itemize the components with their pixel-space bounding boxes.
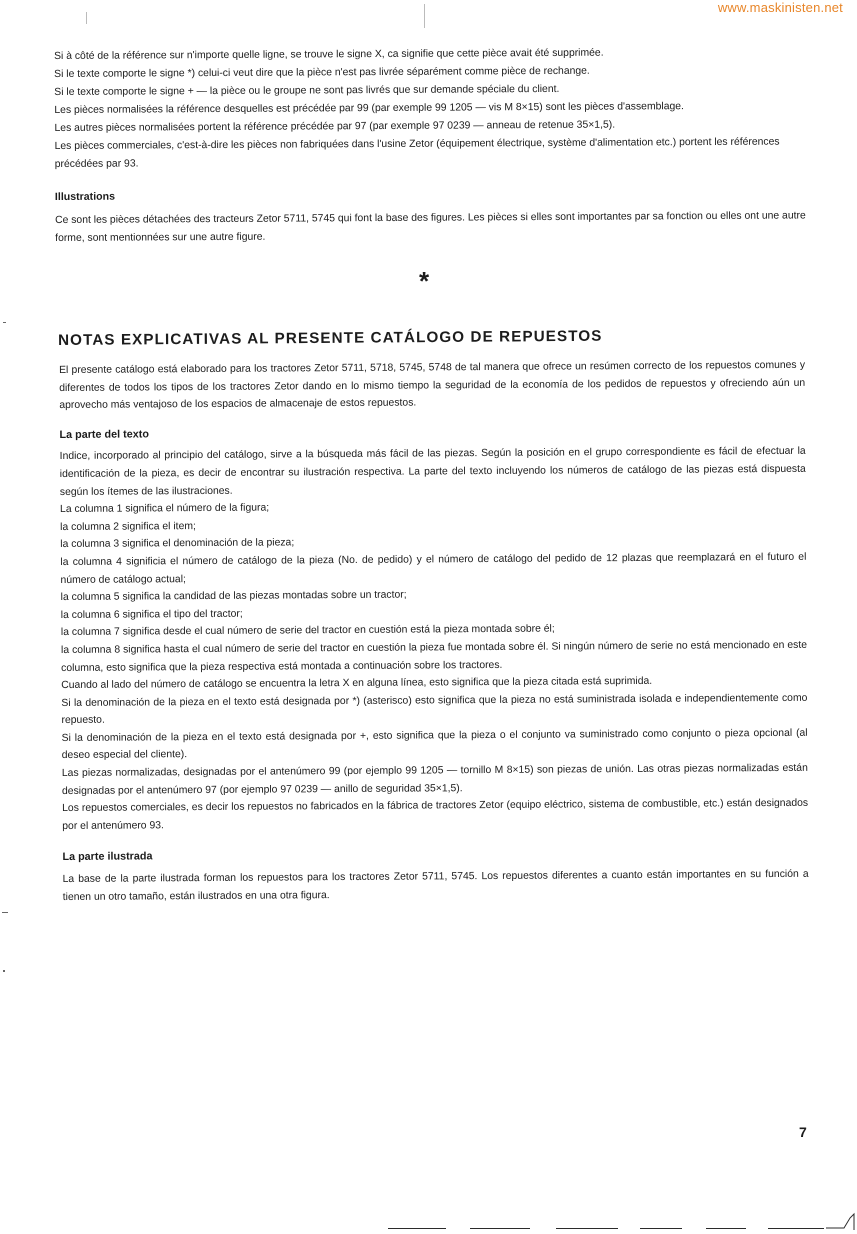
french-paragraph: Les pièces commerciales, c'est-à-dire les pièces non fabriquées dans l'usine Zetor (équipement électrique, système d'alimentation etc.) portent les références précédées par 93. <box>54 136 780 170</box>
spanish-intro-paragraph: El presente catálogo está elaborado para los tractores Zetor 5711, 5718, 5745, 5748 de tal manera que ofrece un resúmen correcto de los repuestos comunes y diferentes de todos los tipos de los tractores Zetor dando en lo mismo tiempo la seguridad de la economía de los pedidos de repuestos y ofreciendo aún un aprovecho más ventajoso de los espacios de almacenaje de estos repuestos. <box>59 359 806 412</box>
french-paragraph: Si le texte comporte le signe + — la pièce ou le groupe ne sont pas livrés que sur demande spéciale du client. <box>54 83 560 98</box>
french-paragraph: Les pièces normalisées la référence desquelles est précédée par 99 (par exemple 99 1205 — vis M 8×15) sont les pièces d'assemblage. <box>54 101 684 116</box>
french-paragraph: Si à côté de la référence sur n'importe quelle ligne, se trouve le signe X, ca signifie que cette pièce avait été supprimée. <box>54 47 604 62</box>
column-description: la columna 5 significa la candidad de las piezas montadas sobre un tractor; <box>60 589 407 604</box>
column-description: la columna 8 significa hasta el cual número de serie del tractor en cuestión la pieza fue montada sobre él. Si ningún número de serie no está mencionado en este columna, esto significa que la pieza respectiva está montada a continuación sobre los tractores. <box>60 639 808 674</box>
footer-rule-segment <box>556 1228 618 1229</box>
footer-rule-segment <box>388 1228 446 1229</box>
spanish-notes-title: NOTAS EXPLICATIVAS AL PRESENTE CATÁLOGO DE REPUESTOS <box>58 327 603 350</box>
column-description: la columna 4 significia el número de catálogo de la pieza (No. de pedido) y el número de catálogo del pedido de 12 plazas que reemplazará en el futuro el número de catálogo actual; <box>60 551 807 586</box>
scan-speck <box>2 912 8 913</box>
illustrated-part-paragraph: La base de la parte ilustrada forman los repuestos para los tractores Zetor 5711, 5745. Los repuestos diferentes a cuanto están importantes en su función a tienen un otro tamaño, están ilustrados en una otra figura. <box>62 868 809 903</box>
site-watermark: www.maskinisten.net <box>717 0 843 15</box>
column-description: la columna 6 significa el tipo del tractor; <box>60 608 243 621</box>
scan-speck <box>3 970 5 972</box>
french-paragraph: Les autres pièces normalisées portent la référence précédée par 97 (par exemple 97 0239 — anneau de retenue 35×1,5). <box>54 119 616 134</box>
column-description: la columna 2 significa el item; <box>60 520 196 533</box>
spanish-notes-section <box>59 357 809 906</box>
text-part-paragraph: Si la denominación de la pieza en el texto está designada por +, esto significa que la pieza o el conjunto va suministrado como conjunto o pieza opcional (al deseo especial del cliente). <box>61 727 808 762</box>
page-corner-mark <box>826 1208 856 1230</box>
text-part-paragraph: Si la denominación de la pieza en el texto está designada por *) (asterisco) esto significa que la pieza no está suministrada isolada e independientemente como repuesto. <box>61 692 808 727</box>
scan-speck <box>86 12 87 24</box>
text-part-paragraph: Las piezas normalizadas, designadas por el antenúmero 99 (por ejemplo 99 1205 — tornillo M 8×15) son piezas de unión. Las otras piezas normalizadas están designadas por el antenúmero 97 (por ejemplo 97 0239 — anillo de seguridad 35×1,5). <box>61 762 808 797</box>
illustrated-part-heading: La parte ilustrada <box>62 850 153 864</box>
scan-speck <box>3 322 6 323</box>
column-description: La columna 1 significa el número de la figura; <box>59 502 270 516</box>
scan-speck <box>424 4 425 28</box>
illustrations-heading: Illustrations <box>54 190 115 203</box>
column-description: la columna 3 significa el denominación de la pieza; <box>60 537 295 551</box>
section-separator-asterisk: * <box>419 266 430 296</box>
footer-rule-segment <box>640 1228 682 1229</box>
footer-rule-segment <box>470 1228 530 1229</box>
text-part-paragraph: Indice, incorporado al principio del catálogo, sirve a la búsqueda más fácil de las piezas. Según la posición en el grupo correspondiente es fácil de efectuar la identificación de la pieza, es decir de encontrar su ilustración respectiva. La parte del texto incluyendo los números de catálogo de las piezas está dispuesta según los ítemes de las ilustraciones. <box>59 446 806 498</box>
column-description: la columna 7 significa desde el cual número de serie del tractor en cuestión está la pieza montada sobre él; <box>60 623 555 639</box>
text-part-paragraph: Cuando al lado del número de catálogo se encuentra la letra X en alguna línea, esto significa que la pieza citada está suprimida. <box>61 675 653 692</box>
french-notes-section <box>54 43 815 248</box>
page-number: 7 <box>799 1124 807 1140</box>
illustrations-paragraph: Ce sont les pièces détachées des tracteurs Zetor 5711, 5745 qui font la base des figures. Les pièces si elles sont importantes par sa fonction ou elles ont une autre forme, sont mentionnées sur une autre figure. <box>55 210 806 244</box>
footer-rule-segment <box>768 1228 824 1229</box>
text-part-paragraph: Los repuestos comerciales, es decir los repuestos no fabricados en la fábrica de tractores Zetor (equipo eléctrico, sistema de combustible, etc.) están designados por el antenúmero 93. <box>62 798 809 832</box>
text-part-heading: La parte del texto <box>59 428 149 441</box>
footer-rule-segment <box>706 1228 746 1229</box>
french-paragraph: Si le texte comporte le signe *) celui-ci veut dire que la pièce n'est pas livrée séparément comme pièce de rechange. <box>54 65 590 80</box>
